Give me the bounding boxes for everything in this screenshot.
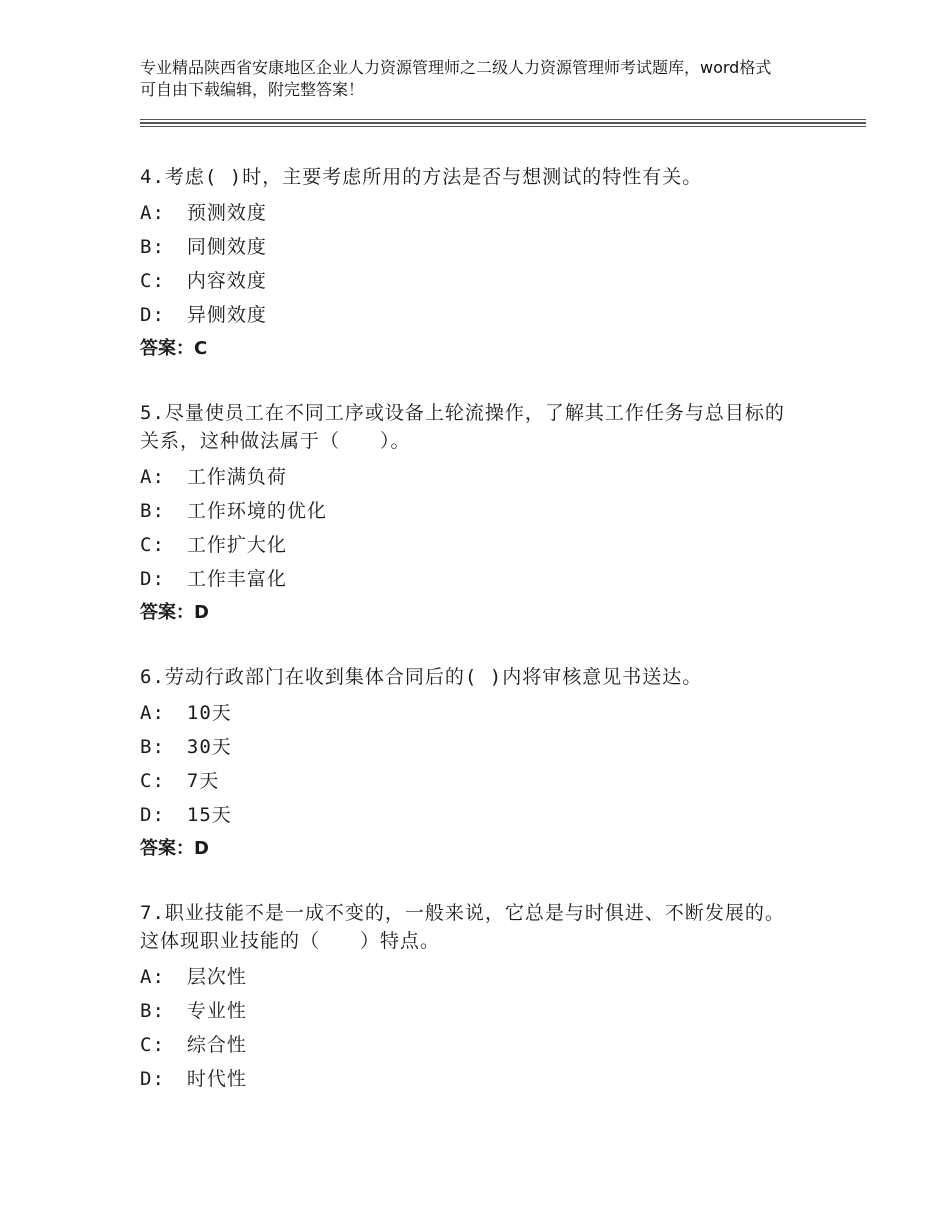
- answer-label: 答案：: [140, 602, 194, 623]
- option-a: [140, 960, 820, 994]
- answer-line: [140, 332, 820, 366]
- answer-label: 答案：: [140, 338, 194, 359]
- option-a: [140, 696, 820, 730]
- answer-value: D: [194, 602, 209, 623]
- option-letter: B:: [140, 736, 165, 758]
- option-text: 内容效度: [186, 270, 267, 292]
- header-rule: [140, 119, 866, 120]
- header-rule: [140, 122, 866, 124]
- question-7: [140, 899, 820, 1096]
- option-text: 综合性: [186, 1034, 247, 1056]
- option-a: [140, 460, 820, 494]
- option-c: [140, 528, 820, 562]
- question-5: [140, 399, 820, 630]
- question-6: [140, 663, 820, 866]
- option-text: 时代性: [186, 1068, 247, 1090]
- answer-value: C: [194, 338, 208, 359]
- option-text: 30天: [186, 736, 232, 758]
- option-letter: B:: [140, 236, 165, 258]
- answer-value: D: [194, 838, 209, 859]
- option-letter: D:: [140, 304, 165, 326]
- option-text: 15天: [186, 804, 232, 826]
- option-b: [140, 730, 820, 764]
- option-text: 专业性: [186, 1000, 247, 1022]
- option-letter: B:: [140, 500, 165, 522]
- question-text: 5.尽量使员工在不同工序或设备上轮流操作，了解其工作任务与总目标的关系，这种做法属于（ ）。: [140, 402, 785, 452]
- answer-label: 答案：: [140, 838, 194, 859]
- question-list: [140, 163, 820, 1129]
- option-b: [140, 230, 820, 264]
- option-text: 异侧效度: [186, 304, 267, 326]
- answer-line: [140, 596, 820, 630]
- option-letter: C:: [140, 270, 165, 292]
- option-c: [140, 1028, 820, 1062]
- option-b: [140, 994, 820, 1028]
- option-letter: C:: [140, 770, 165, 792]
- question-4: [140, 163, 820, 366]
- option-text: 层次性: [186, 966, 247, 988]
- option-text: 工作满负荷: [186, 466, 287, 488]
- option-letter: B:: [140, 1000, 165, 1022]
- option-letter: C:: [140, 534, 165, 556]
- option-text: 工作扩大化: [186, 534, 287, 556]
- option-d: [140, 1062, 820, 1096]
- question-text: 7.职业技能不是一成不变的，一般来说，它总是与时俱进、不断发展的。这体现职业技能的（ ）特点。: [140, 902, 785, 952]
- option-text: 7天: [186, 770, 220, 792]
- option-a: [140, 196, 820, 230]
- option-text: 10天: [186, 702, 232, 724]
- option-d: [140, 298, 820, 332]
- question-text: 6.劳动行政部门在收到集体合同后的( )内将审核意见书送达。: [140, 666, 703, 688]
- question-text: 4.考虑( )时，主要考虑所用的方法是否与想测试的特性有关。: [140, 166, 703, 188]
- header-rule: [140, 126, 866, 127]
- option-letter: D:: [140, 568, 165, 590]
- option-text: 同侧效度: [186, 236, 267, 258]
- option-text: 预测效度: [186, 202, 267, 224]
- option-c: [140, 764, 820, 798]
- option-letter: D:: [140, 1068, 165, 1090]
- option-text: 工作丰富化: [186, 568, 287, 590]
- option-letter: A:: [140, 202, 165, 224]
- option-letter: D:: [140, 804, 165, 826]
- option-d: [140, 798, 820, 832]
- option-letter: C:: [140, 1034, 165, 1056]
- option-b: [140, 494, 820, 528]
- option-letter: A:: [140, 966, 165, 988]
- document-header: 专业精品陕西省安康地区企业人力资源管理师之二级人力资源管理师考试题库，word格式可自由下载编辑，附完整答案！: [140, 58, 772, 99]
- option-letter: A:: [140, 702, 165, 724]
- option-letter: A:: [140, 466, 165, 488]
- option-d: [140, 562, 820, 596]
- answer-line: [140, 832, 820, 866]
- option-text: 工作环境的优化: [186, 500, 327, 522]
- option-c: [140, 264, 820, 298]
